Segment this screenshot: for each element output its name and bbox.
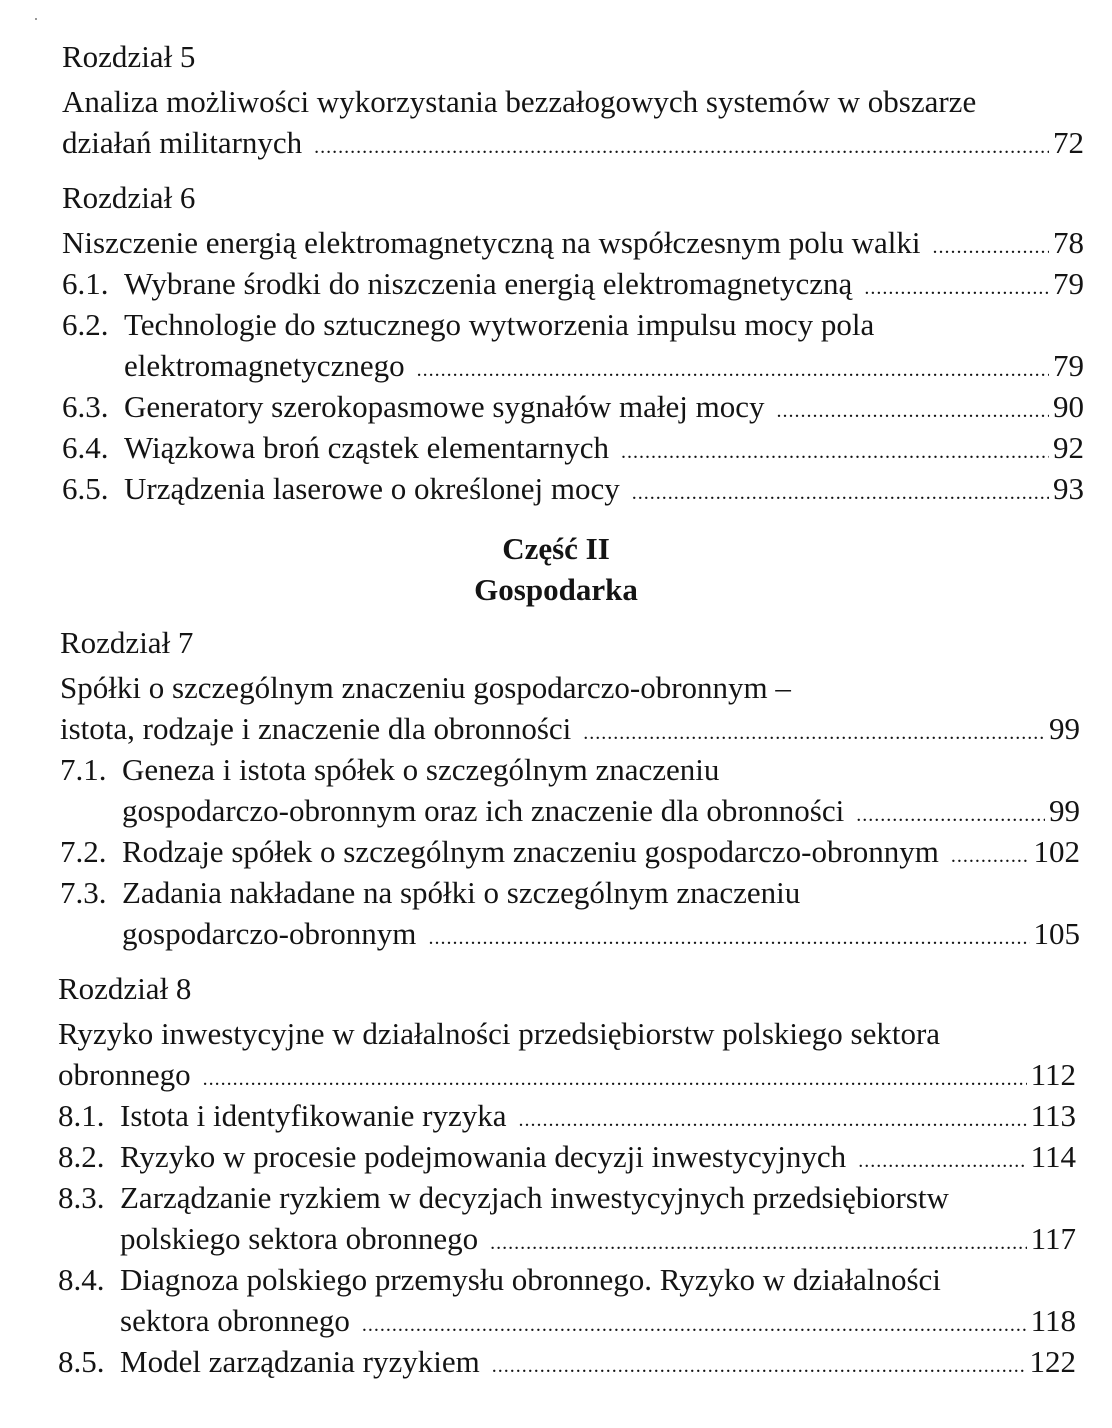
section-title: Wiązkowa broń cząstek elementarnych — [124, 430, 610, 465]
page-number: 118 — [1030, 1303, 1076, 1338]
page-number: 112 — [1030, 1057, 1076, 1092]
dot-leader — [490, 1223, 1026, 1264]
dot-leader — [492, 1346, 1026, 1387]
chapter-title-line: istota, rodzaje i znaczenie dla obronności — [60, 711, 572, 746]
section-number: 8.2. — [58, 1139, 105, 1174]
page-number: 113 — [1030, 1098, 1076, 1133]
chapter-title-line: Analiza możliwości wykorzystania bezzałogowych systemów w obszarze — [62, 84, 977, 119]
section-title: Wybrane środki do niszczenia energią elektromagnetyczną — [124, 266, 853, 301]
section-7-2 — [60, 831, 1080, 872]
chapter-title-line: Ryzyko inwestycyjne w działalności przedsiębiorstw polskiego sektora — [58, 1016, 941, 1051]
dot-leader — [417, 350, 1049, 391]
section-number: 6.5. — [62, 471, 109, 506]
chapter-title-line: obronnego — [58, 1057, 191, 1092]
section-6-4 — [62, 427, 1084, 468]
section-8-3 — [58, 1177, 1076, 1259]
section-number: 7.3. — [60, 875, 107, 910]
page-number: 78 — [1053, 225, 1084, 260]
dot-leader — [583, 713, 1045, 754]
section-6-1 — [62, 263, 1084, 304]
section-number: 8.1. — [58, 1098, 105, 1133]
dot-leader — [428, 918, 1029, 959]
page-number: 102 — [1033, 834, 1080, 869]
dot-leader — [621, 432, 1049, 473]
page-number: 72 — [1053, 125, 1084, 160]
page-number: 93 — [1053, 471, 1084, 506]
section-number: 6.3. — [62, 389, 109, 424]
section-entry — [120, 1095, 1076, 1136]
dot-leader — [519, 1100, 1027, 1141]
section-entry — [122, 790, 1080, 831]
section-title: Rodzaje spółek o szczególnym znaczeniu gospodarczo-obronnym — [122, 834, 939, 869]
page-number: 99 — [1049, 793, 1080, 828]
section-6-5 — [62, 468, 1084, 509]
section-number: 6.2. — [62, 307, 109, 342]
section-number: 6.4. — [62, 430, 109, 465]
chapter-title-line: Spółki o szczególnym znaczeniu gospodarczo-obronnym – — [60, 670, 791, 705]
chapter-title-entry — [62, 122, 1084, 163]
section-6-3 — [62, 386, 1084, 427]
page-number: 105 — [1033, 916, 1080, 951]
section-number: 8.4. — [58, 1262, 105, 1297]
dot-leader — [314, 127, 1049, 168]
chapter-title-entry — [58, 1054, 1076, 1095]
section-entry — [120, 1218, 1076, 1259]
page-number: 122 — [1029, 1344, 1076, 1379]
chapter-title-entry — [60, 708, 1080, 749]
page-number: 99 — [1049, 711, 1080, 746]
section-number: 8.3. — [58, 1180, 105, 1215]
dot-leader — [951, 836, 1030, 877]
page-number: 114 — [1030, 1139, 1076, 1174]
dot-leader — [632, 473, 1049, 514]
chapter-8 — [58, 968, 1076, 1382]
part-label: Część II — [502, 531, 610, 566]
part-title: Gospodarka — [474, 572, 638, 607]
page-number: 92 — [1053, 430, 1084, 465]
section-title: Urządzenia laserowe o określonej mocy — [124, 471, 620, 506]
section-7-1 — [60, 749, 1080, 831]
section-8-5 — [58, 1341, 1076, 1382]
dot-leader — [932, 227, 1049, 268]
dot-leader — [856, 795, 1045, 836]
section-entry — [122, 831, 1080, 872]
section-title: sektora obronnego — [120, 1303, 350, 1338]
section-entry — [124, 468, 1084, 509]
section-8-2 — [58, 1136, 1076, 1177]
section-title: Generatory szerokopasmowe sygnałów małej mocy — [124, 389, 765, 424]
section-title: polskiego sektora obronnego — [120, 1221, 479, 1256]
dot-leader — [776, 391, 1049, 432]
section-title: Ryzyko w procesie podejmowania decyzji inwestycyjnych — [120, 1139, 847, 1174]
section-title: elektromagnetycznego — [124, 348, 405, 383]
section-entry — [122, 913, 1080, 954]
chapter-7 — [60, 622, 1080, 954]
page-number: 90 — [1053, 389, 1084, 424]
page-number: 79 — [1053, 266, 1084, 301]
section-entry — [124, 263, 1084, 304]
section-title: Geneza i istota spółek o szczególnym znaczeniu — [122, 752, 720, 787]
section-entry — [124, 345, 1084, 386]
section-entry — [124, 427, 1084, 468]
page-number: 117 — [1030, 1221, 1076, 1256]
section-title: Technologie do sztucznego wytworzenia impulsu mocy pola — [124, 307, 875, 342]
section-title: Zadania nakładane na spółki o szczególnym znaczeniu — [122, 875, 801, 910]
chapter-label: Rozdział 5 — [62, 39, 196, 74]
dot-leader — [858, 1141, 1026, 1182]
section-8-4 — [58, 1259, 1076, 1341]
chapter-title-line: działań militarnych — [62, 125, 303, 160]
section-entry — [120, 1136, 1076, 1177]
scan-speck — [35, 18, 37, 20]
section-entry — [120, 1300, 1076, 1341]
dot-leader — [362, 1305, 1027, 1346]
dot-leader — [864, 268, 1049, 309]
section-title: Model zarządzania ryzykiem — [120, 1344, 480, 1379]
section-title: Diagnoza polskiego przemysłu obronnego. Ryzyko w działalności — [120, 1262, 941, 1297]
chapter-title: Niszczenie energią elektromagnetyczną na współczesnym polu walki — [62, 225, 921, 260]
section-number: 8.5. — [58, 1344, 105, 1379]
page-number: 79 — [1053, 348, 1084, 383]
section-6-2 — [62, 304, 1084, 386]
chapter-6 — [62, 177, 1084, 509]
section-number: 7.1. — [60, 752, 107, 787]
section-entry — [124, 386, 1084, 427]
section-title: gospodarczo-obronnym oraz ich znaczenie dla obronności — [122, 793, 845, 828]
section-8-1 — [58, 1095, 1076, 1136]
section-entry — [120, 1341, 1076, 1382]
section-number: 6.1. — [62, 266, 109, 301]
chapter-label: Rozdział 8 — [58, 971, 192, 1006]
section-title: gospodarczo-obronnym — [122, 916, 417, 951]
dot-leader — [203, 1059, 1027, 1100]
chapter-5 — [62, 36, 1084, 163]
section-number: 7.2. — [60, 834, 107, 869]
chapter-title-entry — [62, 222, 1084, 263]
chapter-label: Rozdział 7 — [60, 625, 194, 660]
section-title: Zarządzanie ryzkiem w decyzjach inwestycyjnych przedsiębiorstw — [120, 1180, 949, 1215]
section-7-3 — [60, 872, 1080, 954]
chapter-label: Rozdział 6 — [62, 180, 196, 215]
section-title: Istota i identyfikowanie ryzyka — [120, 1098, 507, 1133]
